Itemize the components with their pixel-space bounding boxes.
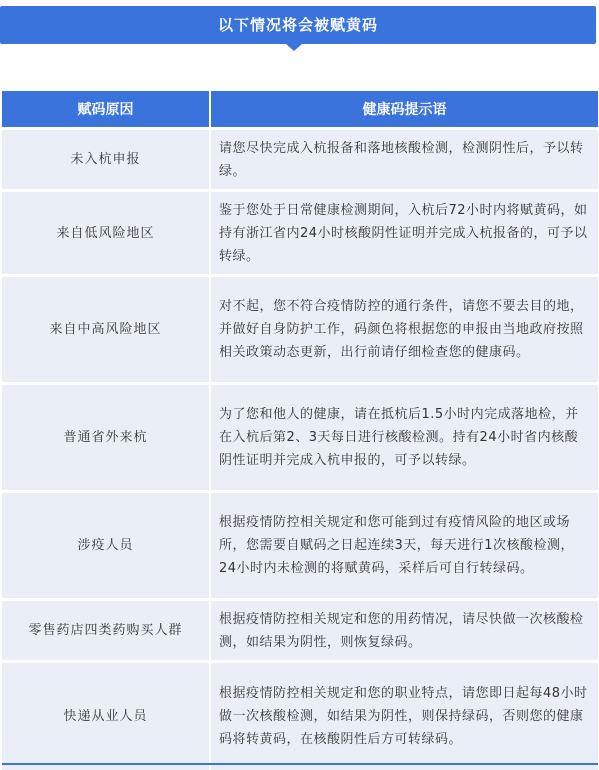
header-reason: 赋码原因: [2, 91, 210, 129]
table-bottom-border: [2, 763, 598, 765]
tip-cell: 对不起，您不符合疫情防控的通行条件，请您不要去目的地，并做好自身防护工作，码颜色将根据您的申报由当地政府按照相关政策动态更新，出行前请仔细检查您的健康码。: [210, 276, 598, 384]
reason-cell: 涉疫人员: [2, 492, 210, 600]
table-row: [2, 600, 598, 662]
reason-cell: 快递从业人员: [2, 662, 210, 770]
tip-cell: 根据疫情防控相关规定和您可能到过有疫情风险的地区或场所，您需要自赋码之日起连续3天，每天进行1次核酸检测，24小时内未检测的将赋黄码，采样后可自行转绿码。: [210, 492, 598, 600]
tip-cell: 根据疫情防控相关规定和您的用药情况，请尽快做一次核酸检测，如结果为阴性，则恢复绿码。: [210, 600, 598, 662]
tip-cell: 根据疫情防控相关规定和您的职业特点，请您即日起每48小时做一次核酸检测，如结果为阴性，则保持绿码，否则您的健康码将转黄码，在核酸阴性后方可转绿码。: [210, 662, 598, 770]
reason-cell: 来自中高风险地区: [2, 276, 210, 384]
table-row: [2, 662, 598, 770]
table-header-row: [2, 91, 598, 129]
yellow-code-rules-table: [2, 91, 598, 770]
table-row: [2, 191, 598, 276]
table-row: [2, 384, 598, 492]
reason-cell: 普通省外来杭: [2, 384, 210, 492]
title-banner: [0, 6, 596, 44]
reason-cell: 零售药店四类药购买人群: [2, 600, 210, 662]
table-row: [2, 276, 598, 384]
table-row: [2, 492, 598, 600]
tip-cell: 为了您和他人的健康，请在抵杭后1.5小时内完成落地检，并在入杭后第2、3天每日进行核酸检测。持有24小时省内核酸阴性证明并完成入杭申报的，可予以转绿。: [210, 384, 598, 492]
header-tip: 健康码提示语: [210, 91, 598, 129]
table-row: [2, 129, 598, 191]
reason-cell: 未入杭申报: [2, 129, 210, 191]
tip-cell: 鉴于您处于日常健康检测期间，入杭后72小时内将赋黄码，如持有浙江省内24小时核酸阴性证明并完成入杭报备的，可予以转绿。: [210, 191, 598, 276]
reason-cell: 来自低风险地区: [2, 191, 210, 276]
banner-title: 以下情况将会被赋黄码: [217, 16, 378, 34]
banner-pointer: [286, 44, 302, 51]
tip-cell: 请您尽快完成入杭报备和落地核酸检测，检测阴性后，予以转绿。: [210, 129, 598, 191]
